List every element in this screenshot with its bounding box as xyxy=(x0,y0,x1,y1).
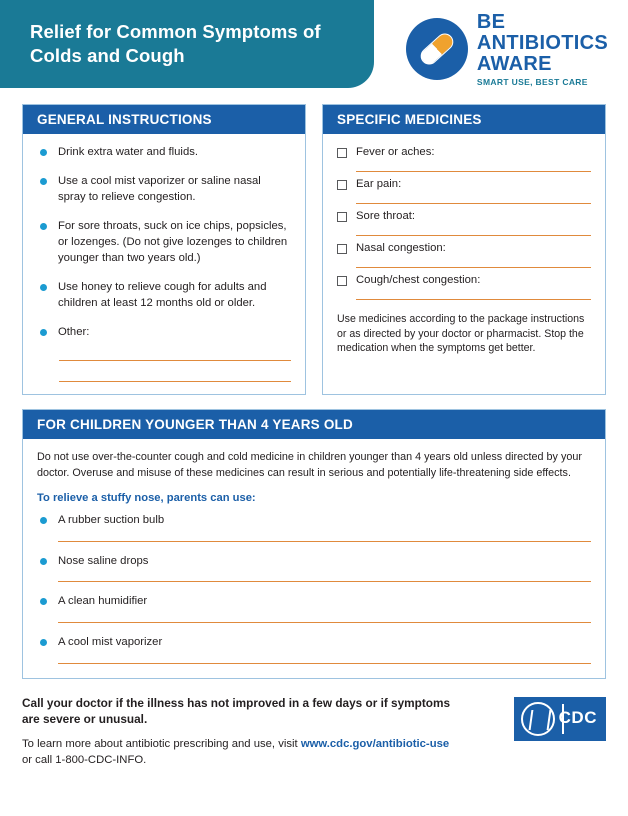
logo-line-2: ANTIBIOTICS xyxy=(476,32,608,54)
list-item-label: Drink extra water and fluids. xyxy=(58,146,199,158)
children-item-label: A clean humidifier xyxy=(58,595,148,608)
bullet-icon xyxy=(40,598,47,605)
list-item-label: Other: xyxy=(58,326,90,339)
children-item-label: Nose saline drops xyxy=(58,554,149,567)
children-section xyxy=(22,409,606,678)
bullet-icon xyxy=(40,639,47,646)
list-item-label: Use honey to relieve cough for adults and children at least 12 months old or older. xyxy=(58,281,267,310)
two-column-section xyxy=(0,92,628,395)
list-item xyxy=(37,279,291,311)
footer xyxy=(0,679,628,769)
list-item xyxy=(37,144,291,160)
write-in-line[interactable] xyxy=(356,299,591,300)
logo-tagline: SMART USE, BEST CARE xyxy=(476,77,588,87)
write-in-line[interactable] xyxy=(58,663,591,664)
general-instructions-body xyxy=(23,134,305,394)
medicine-row[interactable] xyxy=(337,210,591,222)
pill-capsule-icon xyxy=(406,18,468,80)
footer-callout: Call your doctor if the illness has not improved in a few days or if symptoms are severe or unusual. xyxy=(22,695,451,727)
write-in-line[interactable] xyxy=(356,171,591,172)
bullet-icon xyxy=(40,558,47,565)
medicine-label: Nasal congestion: xyxy=(356,242,446,254)
children-item-label: A cool mist vaporizer xyxy=(58,635,163,648)
children-item-label: A rubber suction bulb xyxy=(58,513,165,526)
children-body xyxy=(23,439,605,677)
header xyxy=(0,0,628,92)
medicine-label: Cough/chest congestion: xyxy=(356,274,481,286)
be-antibiotics-aware-logo xyxy=(406,12,608,87)
specific-medicines-heading: SPECIFIC MEDICINES xyxy=(323,105,605,134)
medicine-row[interactable] xyxy=(337,146,591,158)
list-item-label: For sore throats, suck on ice chips, popsicles, or lozenges. (Do not give lozenges to children younger than two years old.) xyxy=(58,220,288,265)
bullet-icon xyxy=(40,329,47,336)
specific-medicines-note: Use medicines according to the package instructions or as directed by your doctor or pharmacist. Stop the medication when the symptoms get better. xyxy=(337,313,585,355)
logo-text xyxy=(477,12,608,87)
medicine-row[interactable] xyxy=(337,274,591,286)
list-item xyxy=(37,218,291,266)
medicine-entry xyxy=(337,242,591,268)
write-in-line-2[interactable] xyxy=(59,381,291,382)
medicine-label: Ear pain: xyxy=(356,178,402,190)
specific-medicines-body xyxy=(323,134,605,368)
cdc-antibiotic-use-link[interactable]: www.cdc.gov/antibiotic-use xyxy=(300,737,450,750)
header-banner xyxy=(0,0,374,88)
checkbox-icon[interactable] xyxy=(337,180,347,190)
children-list-item xyxy=(37,554,591,583)
footer-line-suffix: or call 1-800-CDC-INFO. xyxy=(22,754,147,767)
general-instructions-card xyxy=(22,104,306,395)
children-intro-text: Do not use over-the-counter cough and cold medicine in children younger than 4 years old unless directed by your doctor. Overuse and misuse of these medicines can result in serious and potentially life-threatening side effects. xyxy=(37,451,582,479)
list-item-other xyxy=(37,324,291,340)
write-in-line[interactable] xyxy=(58,581,591,582)
cdc-logo xyxy=(514,697,606,741)
medicine-label: Sore throat: xyxy=(356,210,416,222)
logo-line-3: AWARE xyxy=(476,53,552,75)
children-list-item xyxy=(37,594,591,623)
medicine-entry xyxy=(337,210,591,236)
medicine-entry xyxy=(337,274,591,300)
checkbox-icon[interactable] xyxy=(337,276,347,286)
write-in-line[interactable] xyxy=(356,267,591,268)
general-instructions-list xyxy=(37,144,291,340)
footer-line-prefix: To learn more about antibiotic prescribing and use, visit xyxy=(22,737,301,750)
children-heading: FOR CHILDREN YOUNGER THAN 4 YEARS OLD xyxy=(23,410,605,439)
write-in-line-1[interactable] xyxy=(59,360,291,361)
hhs-seal-icon xyxy=(521,702,555,736)
children-list-item xyxy=(37,635,591,664)
general-instructions-heading: GENERAL INSTRUCTIONS xyxy=(23,105,305,134)
list-item-label: Use a cool mist vaporizer or saline nasal spray to relieve congestion. xyxy=(58,175,261,204)
list-item xyxy=(37,173,291,205)
page-title: Relief for Common Symptoms of Colds and Cough xyxy=(30,21,321,66)
bullet-icon xyxy=(40,178,47,185)
write-in-line[interactable] xyxy=(58,622,591,623)
footer-text xyxy=(22,695,452,769)
footer-learn-more xyxy=(22,736,452,769)
specific-medicines-card xyxy=(322,104,606,395)
write-in-line[interactable] xyxy=(58,541,591,542)
logo-line-1: BE xyxy=(476,11,506,33)
checkbox-icon[interactable] xyxy=(337,148,347,158)
medicine-entry xyxy=(337,146,591,172)
checkbox-icon[interactable] xyxy=(337,244,347,254)
medicine-entry xyxy=(337,178,591,204)
medicine-label: Fever or aches: xyxy=(356,146,435,158)
checkbox-icon[interactable] xyxy=(337,212,347,222)
medicine-row[interactable] xyxy=(337,242,591,254)
bullet-icon xyxy=(40,223,47,230)
bullet-icon xyxy=(40,284,47,291)
medicine-row[interactable] xyxy=(337,178,591,190)
children-subheading: To relieve a stuffy nose, parents can use: xyxy=(37,491,256,504)
bullet-icon xyxy=(40,517,47,524)
cdc-logo-label: CDC xyxy=(558,707,597,727)
bullet-icon xyxy=(40,149,47,156)
children-list-item xyxy=(37,513,591,542)
write-in-line[interactable] xyxy=(356,203,591,204)
write-in-line[interactable] xyxy=(356,235,591,236)
